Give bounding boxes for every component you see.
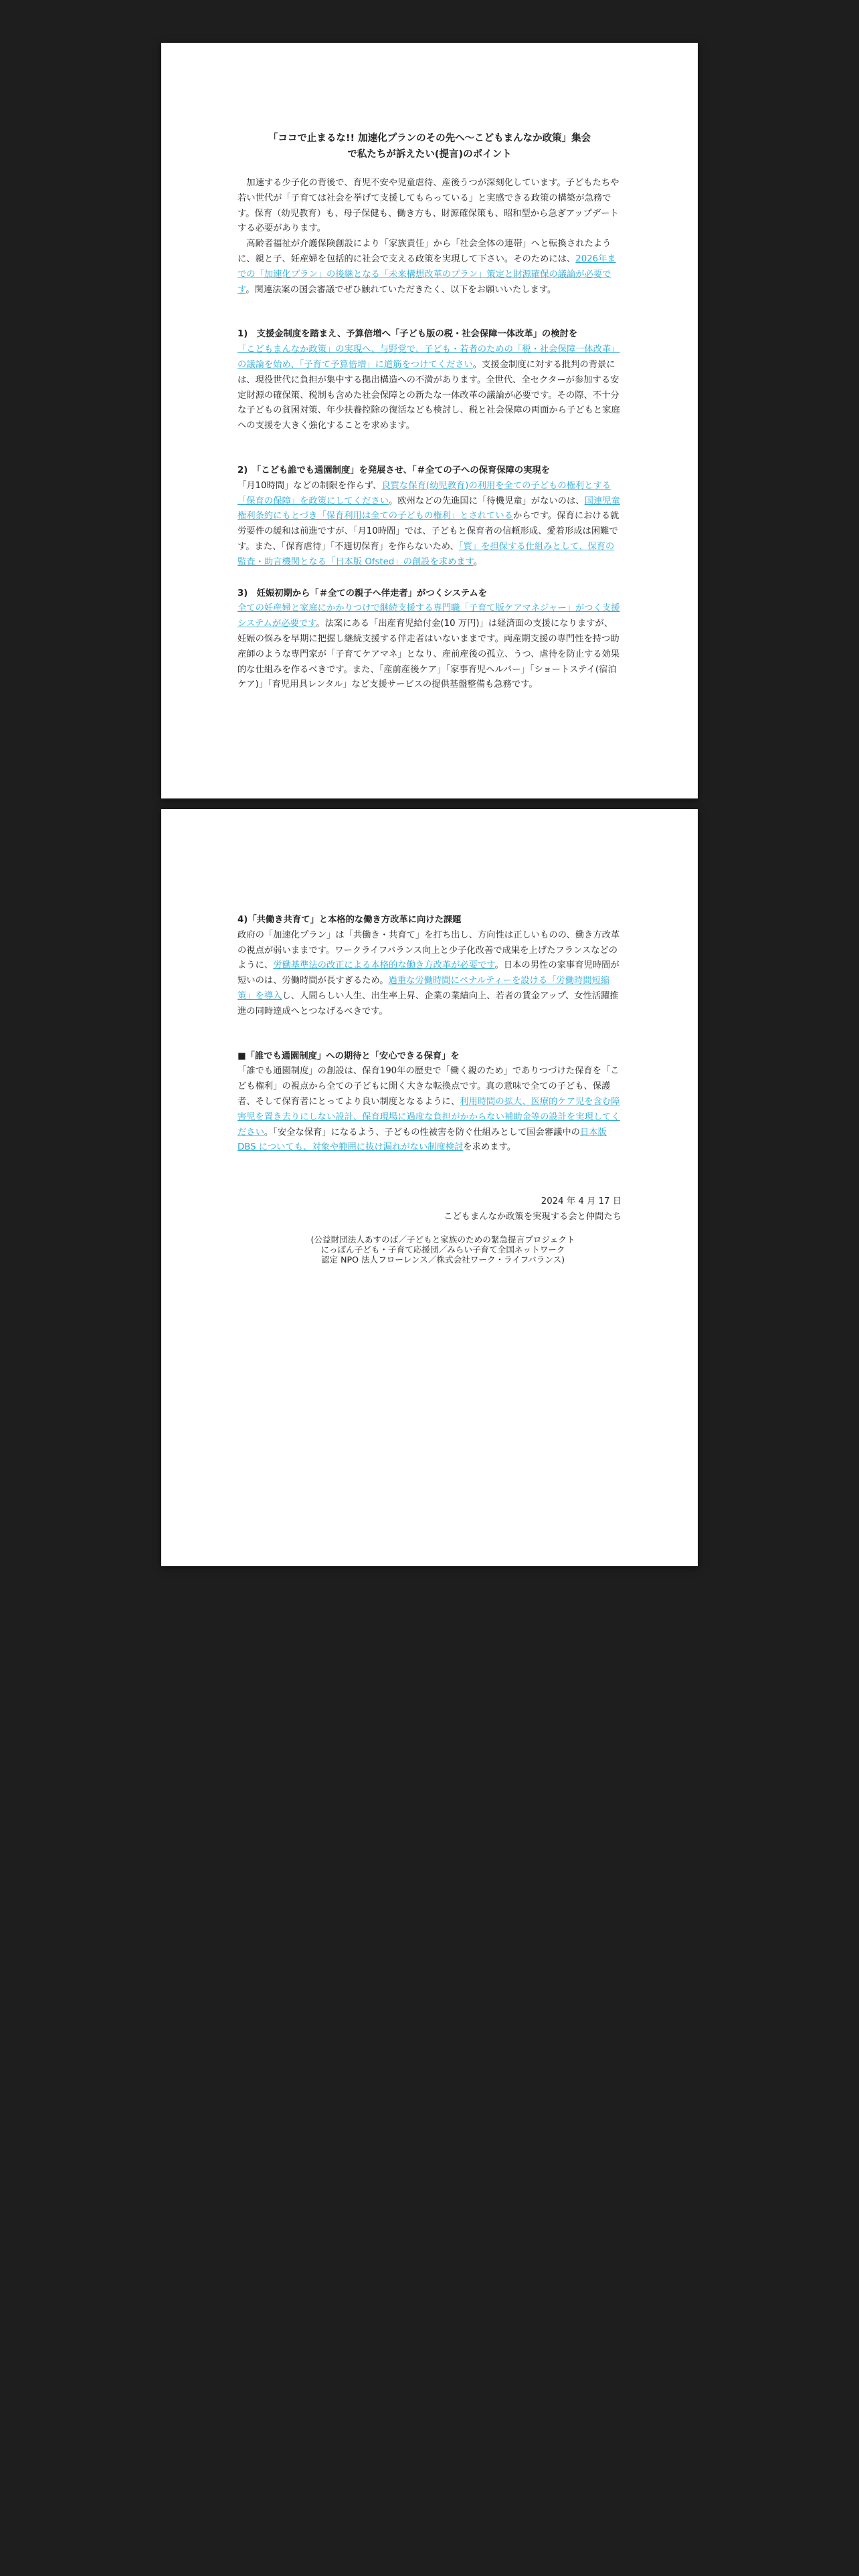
section-2-text-c: からです。保育における就労要件の緩和は前進ですが、「月10時間」では、子どもと保育者の信頼形成、愛着形成は困難です。また、「保育虐待」「不適切保育」を作らないため、 — [237, 511, 619, 552]
section-5-text-b: 。「安全な保育」になるよう、子どもの性被害を防ぐ仕組みとして国会審議中の — [264, 1127, 580, 1138]
section-4-text-c: し、人間らしい人生、出生率上昇、企業の業績向上、若者の賃金アップ、女性活躍推進の同時達成へとつなげるべきです。 — [237, 990, 619, 1016]
page-2-content — [237, 913, 622, 1265]
organization-line-3: 認定 NPO 法人フローレンス／株式会社ワーク・ライフバランス) — [320, 1254, 565, 1265]
section-2-text-a: 「月10時間」などの制限を作らず、 — [237, 480, 382, 491]
section-1-body — [237, 342, 622, 434]
intro-text-a: 高齢者福祉が介護保険創設により「家族責任」から「社会全体の連帯」へと転換されたように、親と子、妊産婦を包括的に社会で支える政策を実現して下さい。そのためには、 — [237, 239, 611, 264]
section-4-body — [237, 928, 622, 1020]
intro-text-b: 。関連法案の国会審議でぜひ触れていただきたく、以下をお願いいたします。 — [246, 284, 557, 295]
section-5-text-a: 「誰でも通園制度」の創設は、保育190年の歴史で「働く親のため」でありつづけた保育を「こども権利」の視点から全ての子どもに開く大きな転換点です。真の意味で全ての子ども、保護者、そして保育者にとってより良い制度となるように、 — [237, 1066, 619, 1107]
section-3-heading: 3) 妊娠初期から「＃全ての親子へ伴走者」がつくシステムを — [237, 588, 488, 599]
section-4-text-b: 。日本の男性の家事育児時間が短いのは、労働時間が長すぎるため。 — [237, 960, 619, 986]
section-3-text: 。法案にある「出産育児給付金(10 万円)」は経済面の支援になりますが、妊娠の悩みを早期に把握し継続支援する伴走者はいないままです。両産期支援の専門性を持つ助産師のような専門家が「子育てケアマネ」となり、産前産後の孤立、うつ、虐待を防止する効果的な仕組みを作るべきです。また、「産前産後ケア」「家事育児ヘルパー」「ショートステイ(宿泊ケア)」「育児用具レンタル」など支援サービスの提供基盤整備も急務です。 — [237, 619, 620, 690]
section-2-heading: 2) 「こども誰でも通園制度」を発展させ、「＃全ての子への保育保障の実現を — [237, 465, 551, 475]
intro-paragraph-2 — [237, 237, 622, 298]
document-page-1 — [161, 43, 698, 798]
section-5-link-2[interactable]: 日本版 DBS についても、対象や範囲に抜け漏れがない制度検討 — [237, 1127, 607, 1153]
organization-line-2: にっぽん子ども・子育て応援団／みらい子育て全国ネットワーク — [320, 1244, 565, 1255]
section-5-text-c: を求めます。 — [463, 1142, 516, 1153]
section-1 — [237, 327, 622, 434]
section-5 — [237, 1049, 622, 1156]
section-4-link-2[interactable]: 過重な労働時間にペナルティーを設ける「労働時間短縮策」を導入 — [237, 976, 610, 1001]
section-2-body — [237, 479, 622, 570]
section-4 — [237, 913, 622, 1020]
document-title — [237, 130, 622, 163]
intro-paragraph-1: 加速する少子化の背後で、育児不安や児童虐待、産後うつが深刻化しています。子どもたちや若い世代が「子育ては社会を挙げて支援してもらっている」と実感できる政策の構築が急務です。保育（幼児教育）も、母子保健も、働き方も、財源確保策も、昭和型から急ぎアップデートする必要があります。 — [237, 178, 619, 234]
document-page-2 — [161, 809, 698, 1566]
section-2-link-1[interactable]: 良質な保育(幼児教育)の利用を全ての子どもの権利とする「保育の保障」を政策にしてください — [237, 480, 611, 506]
section-1-text: 。支援金制度に対する批判の背景には、現役世代に負担が集中する拠出構造への不満があります。全世代、全セクターが参加する安定財源の確保策、税制も含めた社会保障との新たな一体改革の議論が必要です。その際、不十分な子どもの貧困対策、年少扶養控除の復活なども検討し、税と社会保障の両面から子どもと家庭への支援を大きく強化することを求めます。 — [237, 359, 620, 431]
signature-block — [237, 1194, 622, 1225]
organization-list — [264, 1235, 622, 1265]
organization-line-1: (公益財団法人あすのば／子どもと家族のための緊急提言プロジェクト — [310, 1234, 575, 1245]
section-2-text-d: 。 — [473, 556, 483, 567]
intro-link[interactable]: 2026年までの「加速化プラン」の後継となる「未来構想改革のプラン」策定と財源確保の議論が必要です — [237, 253, 616, 295]
section-1-link[interactable]: 「こどもまんなか政策」の実現へ、与野党で、子ども・若者のための「税・社会保障一体改革」の議論を始め、「子育て予算倍増」に道筋をつけてください — [237, 344, 620, 370]
document-date: 2024 年 4 月 17 日 — [541, 1196, 622, 1207]
section-5-body — [237, 1064, 622, 1156]
section-4-link-1[interactable]: 労働基準法の改正による本格的な働き方改革が必要です — [273, 960, 495, 971]
section-5-link-1[interactable]: 利用時間の拡大、医療的ケア児を含む障害児を置き去りにしない設計、保育現場に過度な負担がかからない補助金等の設計を実現してください — [237, 1096, 620, 1138]
section-1-heading: 1) 支援金制度を踏まえ、予算倍増へ「子ども版の税・社会保障一体改革」の検討を — [237, 329, 578, 340]
section-4-heading: 4)「共働き共育て」と本格的な働き方改革に向けた課題 — [237, 915, 462, 925]
section-2-link-2[interactable]: 国連児童権利条約にもとづき「保育利用は全ての子どもの権利」とされている — [237, 496, 620, 522]
section-2-text-b: 。欧州などの先進国に「待機児童」がないのは、 — [389, 496, 585, 506]
section-3-body — [237, 601, 622, 693]
section-3-link[interactable]: 全ての妊産婦と家庭にかかりつけで継続支援する専門職「子育て版ケアマネジャー」がつく支援システムが必要です — [237, 603, 620, 629]
section-2 — [237, 463, 622, 570]
page-1-content — [237, 130, 622, 693]
section-2-link-3[interactable]: 「質」を担保する仕組みとして、保育の監査・助言機関となる「日本版 Ofsted」の創設を求めます — [237, 541, 615, 567]
section-4-text-a: 政府の「加速化プラン」は「共働き・共育て」を打ち出し、方向性は正しいものの、働き方改革の視点が弱いままです。ワークライフバランス向上と少子化改善で成果を上げたフランスなどのように、 — [237, 930, 620, 971]
signatory: こどもまんなか政策を実現する会と仲間たち — [444, 1211, 622, 1222]
title-line-2: で私たちが訴えたい(提言)のポイント — [347, 149, 512, 160]
section-3 — [237, 586, 622, 693]
section-5-heading: ■「誰でも通園制度」への期待と「安心できる保育」を — [237, 1051, 460, 1061]
title-line-1: 「ココで止まるな!! 加速化プランのその先へ～こどもまんなか政策」集会 — [268, 133, 591, 144]
